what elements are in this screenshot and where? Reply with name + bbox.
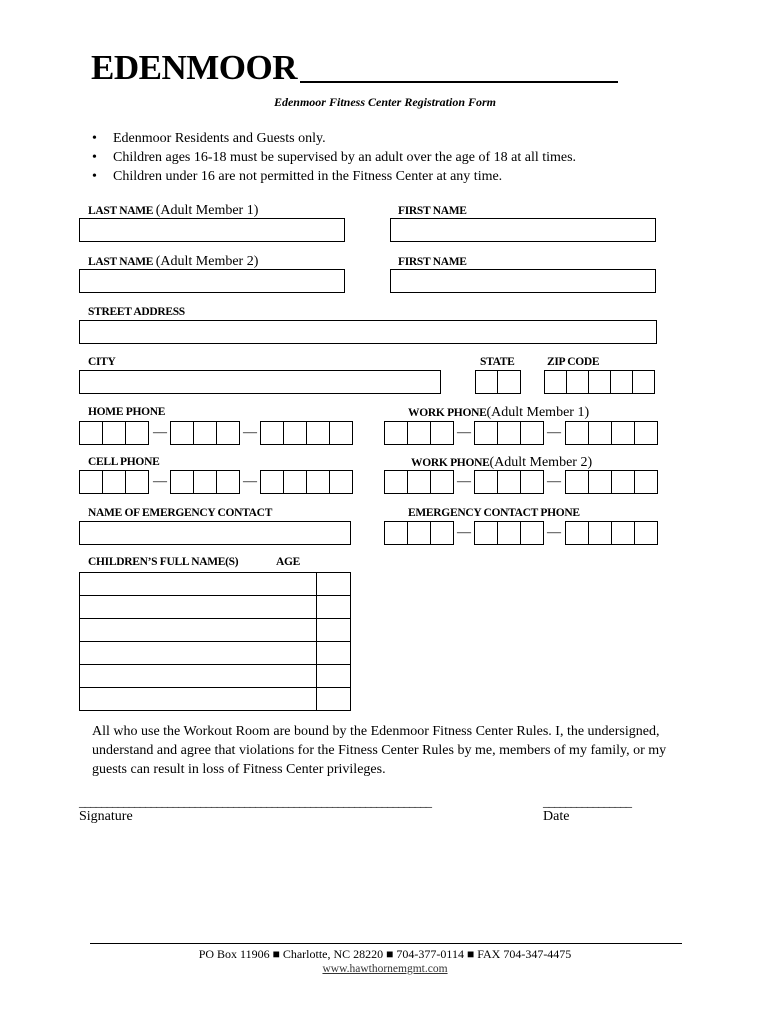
signature-label: Signature <box>79 809 133 824</box>
emergency-name-label: NAME OF EMERGENCY CONTACT <box>88 507 273 519</box>
work-phone-1-area[interactable] <box>384 421 454 445</box>
child-name-input[interactable] <box>80 573 317 596</box>
last-name-2-input[interactable] <box>79 269 345 293</box>
last-name-2-label: LAST NAME (Adult Member 2) <box>88 254 259 269</box>
phone-dash: — <box>243 425 257 440</box>
child-age-input[interactable] <box>317 665 351 688</box>
child-name-input[interactable] <box>80 642 317 665</box>
cell-phone-label: CELL PHONE <box>88 456 160 468</box>
table-row <box>80 596 351 619</box>
footer <box>0 947 770 977</box>
child-age-input[interactable] <box>317 688 351 711</box>
phone-dash: — <box>547 525 561 540</box>
phone-dash: — <box>457 474 471 489</box>
last-name-1-label: LAST NAME (Adult Member 1) <box>88 203 259 218</box>
rule-item: • Children ages 16-18 must be supervised by an adult over the age of 18 at all times. <box>92 148 576 167</box>
age-label: AGE <box>276 556 301 568</box>
rules-list <box>92 129 576 186</box>
child-name-input[interactable] <box>80 665 317 688</box>
city-label: CITY <box>88 356 116 368</box>
state-input[interactable] <box>475 370 521 394</box>
table-row <box>80 642 351 665</box>
child-name-input[interactable] <box>80 596 317 619</box>
phone-dash: — <box>153 474 167 489</box>
street-label: STREET ADDRESS <box>88 306 185 318</box>
phone-dash: — <box>457 425 471 440</box>
rule-item: • Edenmoor Residents and Guests only. <box>92 129 576 148</box>
home-phone-label: HOME PHONE <box>88 406 166 418</box>
phone-dash: — <box>153 425 167 440</box>
cell-phone-area[interactable] <box>79 470 149 494</box>
table-row <box>80 573 351 596</box>
footer-address: PO Box 11906 ■ Charlotte, NC 28220 ■ 704-377-0114 ■ FAX 704-347-4475 <box>198 947 572 961</box>
form-subtitle: Edenmoor Fitness Center Registration Form <box>273 95 497 109</box>
children-names-label: CHILDREN’S FULL NAME(S) <box>88 556 239 568</box>
child-age-input[interactable] <box>317 642 351 665</box>
title-underline <box>300 81 618 83</box>
zip-input[interactable] <box>544 370 655 394</box>
child-name-input[interactable] <box>80 619 317 642</box>
phone-dash: — <box>457 525 471 540</box>
work-phone-2-prefix[interactable] <box>474 470 544 494</box>
work-phone-2-area[interactable] <box>384 470 454 494</box>
work-phone-1-line[interactable] <box>565 421 658 445</box>
phone-dash: — <box>243 474 257 489</box>
rule-item: • Children under 16 are not permitted in the Fitness Center at any time. <box>92 167 576 186</box>
emergency-phone-area[interactable] <box>384 521 454 545</box>
form-title: EDENMOOR <box>91 48 297 87</box>
signature-line[interactable]: ________________________________________________________________ <box>79 794 431 809</box>
work-phone-1-prefix[interactable] <box>474 421 544 445</box>
street-input[interactable] <box>79 320 657 344</box>
zip-label: ZIP CODE <box>547 356 600 368</box>
date-label: Date <box>543 809 570 824</box>
home-phone-line[interactable] <box>260 421 353 445</box>
table-row <box>80 665 351 688</box>
agreement-text: All who use the Workout Room are bound by the Edenmoor Fitness Center Rules. I, the undersigned, understand and agree that violations for the Fitness Center Rules by me, members of my family, or my guests can result in loss of Fitness Center privileges. <box>92 724 667 777</box>
children-table <box>79 572 351 711</box>
first-name-1-input[interactable] <box>390 218 656 242</box>
first-name-1-label: FIRST NAME <box>398 205 467 217</box>
child-age-input[interactable] <box>317 573 351 596</box>
home-phone-prefix[interactable] <box>170 421 240 445</box>
emergency-phone-prefix[interactable] <box>474 521 544 545</box>
emergency-phone-label: EMERGENCY CONTACT PHONE <box>408 507 580 519</box>
child-name-input[interactable] <box>80 688 317 711</box>
phone-dash: — <box>547 474 561 489</box>
phone-dash: — <box>547 425 561 440</box>
footer-website-link[interactable]: www.hawthornemgmt.com <box>322 963 448 975</box>
date-line[interactable]: ________________ <box>543 794 631 809</box>
footer-divider <box>90 943 682 944</box>
work-phone-2-line[interactable] <box>565 470 658 494</box>
first-name-2-input[interactable] <box>390 269 656 293</box>
cell-phone-line[interactable] <box>260 470 353 494</box>
child-age-input[interactable] <box>317 596 351 619</box>
state-label: STATE <box>480 356 515 368</box>
cell-phone-prefix[interactable] <box>170 470 240 494</box>
city-input[interactable] <box>79 370 441 394</box>
table-row <box>80 688 351 711</box>
emergency-phone-line[interactable] <box>565 521 658 545</box>
table-row <box>80 619 351 642</box>
home-phone-area[interactable] <box>79 421 149 445</box>
emergency-name-input[interactable] <box>79 521 351 545</box>
work-phone-1-label: WORK PHONE(Adult Member 1) <box>408 405 590 420</box>
first-name-2-label: FIRST NAME <box>398 256 467 268</box>
last-name-1-input[interactable] <box>79 218 345 242</box>
work-phone-2-label: WORK PHONE(Adult Member 2) <box>411 455 593 470</box>
child-age-input[interactable] <box>317 619 351 642</box>
